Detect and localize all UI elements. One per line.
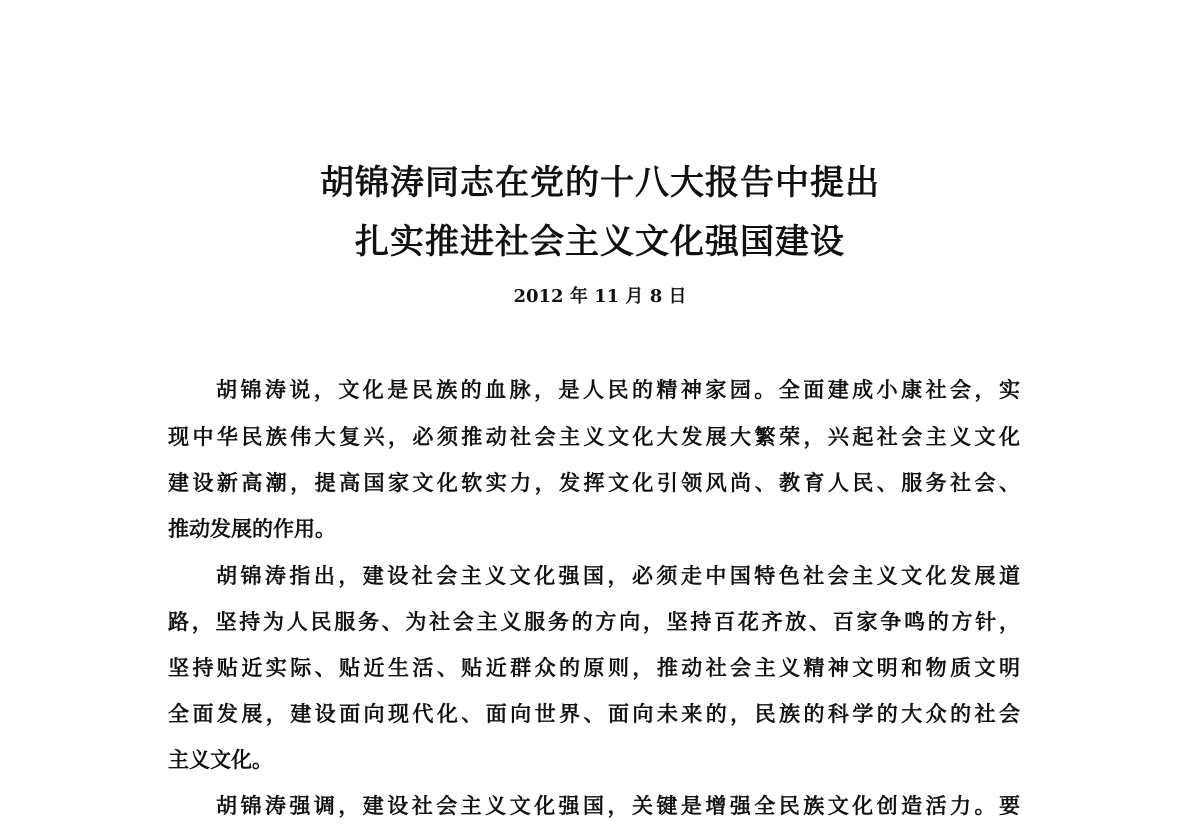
paragraph-1-line-1: 胡锦涛说，文化是民族的血脉，是人民的精神家园。全面建成小康社会，实 [216, 377, 1020, 402]
paragraph-2-line-5: 主义文化。 [168, 747, 273, 772]
paragraph-1-line-3: 建设新高潮，提高国家文化软实力，发挥文化引领风尚、教育人民、服务社会、 [168, 470, 1020, 495]
paragraph-2-line-4: 全面发展，建设面向现代化、面向世界、面向未来的，民族的科学的大众的社会 [168, 701, 1020, 726]
paragraph-2-line-1: 胡锦涛指出，建设社会主义文化强国，必须走中国特色社会主义文化发展道 [216, 563, 1020, 588]
document-title-line-1: 胡锦涛同志在党的十八大报告中提出 [320, 163, 880, 203]
paragraph-2-line-3: 坚持贴近实际、贴近生活、贴近群众的原则，推动社会主义精神文明和物质文明 [168, 655, 1020, 680]
document-title-line-2: 扎实推进社会主义文化强国建设 [355, 222, 845, 262]
paragraph-2-line-2: 路，坚持为人民服务、为社会主义服务的方向，坚持百花齐放、百家争鸣的方针， [168, 609, 1020, 634]
paragraph-1-line-2: 现中华民族伟大复兴，必须推动社会主义文化大发展大繁荣，兴起社会主义文化 [168, 424, 1020, 449]
paragraph-1-line-4: 推动发展的作用。 [168, 516, 336, 541]
document-date: 2012 年 11 月 8 日 [513, 286, 687, 307]
paragraph-3-line-1: 胡锦涛强调，建设社会主义文化强国，关键是增强全民族文化创造活力。要 [216, 793, 1020, 818]
